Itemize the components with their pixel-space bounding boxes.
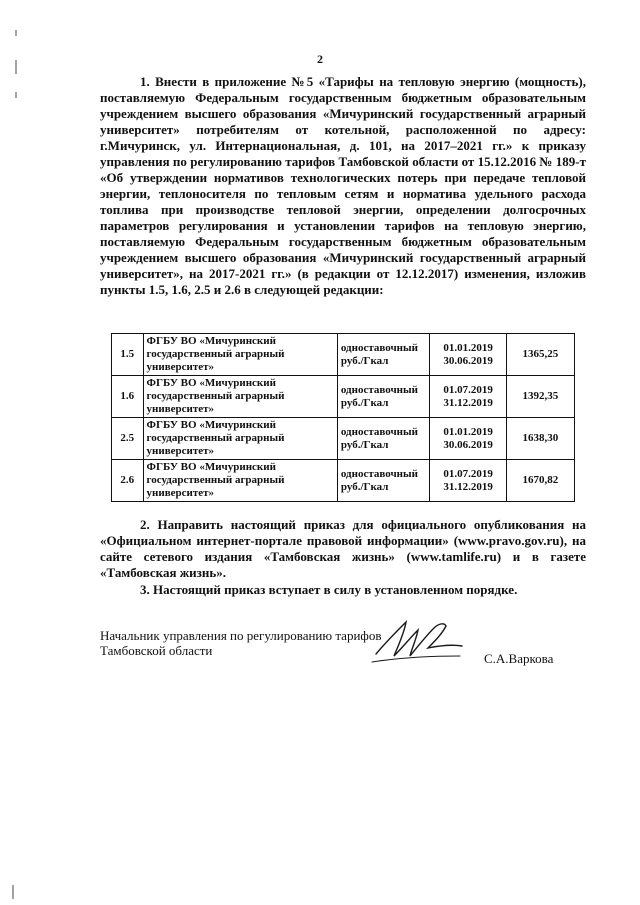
tariff-type-cell: одноставочный руб./Гкал (337, 460, 430, 502)
signer-name: С.А.Варкова (484, 651, 554, 666)
tariff-value-cell: 1392,35 (506, 376, 574, 418)
scan-edge-mark (14, 30, 20, 100)
organization-cell: ФГБУ ВО «Мичуринский государственный аграрный университет» (143, 334, 337, 376)
row-number: 2.6 (112, 460, 144, 502)
period-cell (430, 376, 506, 418)
paragraph-1: 1. Внести в приложение №5 «Тарифы на тепловую энергию (мощность), поставляемую Федеральным государственным бюджетным образовательным учреждением высшего образования «Мичуринский государственный аграрный университет» потребителям от котельной, расположенной по адресу: г.Мичуринск, ул. Интернациональная, д. 101, на 2017–2021 гг.» к приказу управления по регулированию тарифов Тамбовской области от 15.12.2016 № 189-т «Об утверждении нормативов технологических потерь при передаче тепловой энергии, теплоносителя по тепловым сетям и норматива удельного расхода топлива при производстве тепловой энергии, определении долгосрочных параметров регулирования и установлении тарифов на тепловую энергию, поставляемую Федеральным государственным бюджетным образовательным учреждением высшего образования «Мичуринский государственный аграрный университет», на 2017-2021 гг.» (в редакции от 12.12.2017) изменения, изложив пункты 1.5, 1.6, 2.5 и 2.6 в следующей редакции: (100, 74, 586, 297)
date-from: 01.01.2019 (443, 341, 493, 354)
period-cell (430, 334, 506, 376)
date-from: 01.07.2019 (443, 467, 493, 480)
tariff-value-cell: 1670,82 (506, 460, 574, 502)
signatory-title: Начальник управления по регулированию тарифов Тамбовской области (100, 628, 382, 658)
tariff-type-cell: одноставочный руб./Гкал (337, 418, 430, 460)
table-row (112, 418, 575, 460)
row-number: 1.5 (112, 334, 144, 376)
tariff-value-cell: 1638,30 (506, 418, 574, 460)
paragraph-3: 3. Настоящий приказ вступает в силу в установленном порядке. (140, 582, 518, 597)
tariff-value-cell: 1365,25 (506, 334, 574, 376)
handwritten-signature (368, 612, 473, 672)
row-number: 1.6 (112, 376, 144, 418)
page-number: 2 (317, 52, 323, 66)
period-cell (430, 418, 506, 460)
table-row (112, 460, 575, 502)
date-from: 01.01.2019 (443, 425, 493, 438)
table-row (112, 334, 575, 376)
date-to: 31.12.2019 (443, 396, 493, 409)
date-to: 30.06.2019 (443, 438, 493, 451)
scan-edge-mark (10, 885, 18, 901)
tariff-type-cell: одноставочный руб./Гкал (337, 334, 430, 376)
paragraph-2: 2. Направить настоящий приказ для официального опубликования на «Официальном интернет-портале правовой информации» (www.pravo.gov.ru), на сайте сетевого издания «Тамбовская жизнь» (www.tamlife.ru) и в газете «Тамбовская жизнь». (100, 517, 586, 580)
tariff-type-cell: одноставочный руб./Гкал (337, 376, 430, 418)
date-to: 31.12.2019 (443, 480, 493, 493)
table-row (112, 376, 575, 418)
tariff-table (111, 333, 575, 502)
organization-cell: ФГБУ ВО «Мичуринский государственный аграрный университет» (143, 460, 337, 502)
organization-cell: ФГБУ ВО «Мичуринский государственный аграрный университет» (143, 376, 337, 418)
organization-cell: ФГБУ ВО «Мичуринский государственный аграрный университет» (143, 418, 337, 460)
date-to: 30.06.2019 (443, 354, 493, 367)
date-from: 01.07.2019 (443, 383, 493, 396)
row-number: 2.5 (112, 418, 144, 460)
period-cell (430, 460, 506, 502)
